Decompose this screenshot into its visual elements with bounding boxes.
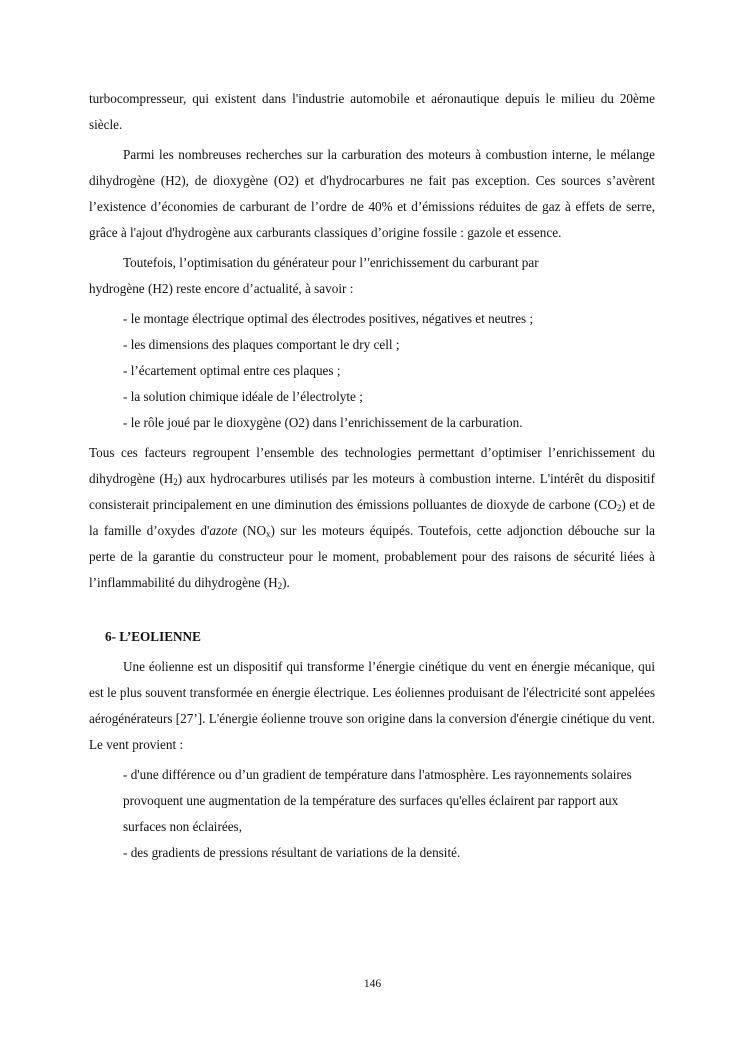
list-item: - les dimensions des plaques comportant le dry cell ; [123, 337, 400, 352]
list-item: - la solution chimique idéale de l’électrolyte ; [123, 389, 363, 404]
paragraph-5: Une éolienne est un dispositif qui transforme l’énergie cinétique du vent en énergie mécanique, qui est le plus souvent transformée en énergie électrique. Les éoliennes produisant de l'électricité sont appelées aérogénérateurs [27’]. L'énergie éolienne trouve son origine dans la conversion d'énergie cinétique du vent. Le vent provient : [89, 659, 655, 752]
list-item: - le rôle joué par le dioxygène (O2) dans l’enrichissement de la carburation. [123, 415, 523, 430]
optimisation-list [89, 306, 655, 436]
list-item: - d'une différence ou d’un gradient de température dans l'atmosphère. Les rayonnements solaires provoquent une augmentation de la température des surfaces qu'elles éclairent par rapport aux surfaces non éclairées, [123, 767, 632, 834]
list-item: - l’écartement optimal entre ces plaques ; [123, 363, 341, 378]
section-heading: 6- L’EOLIENNE [105, 629, 201, 644]
paragraph-2: Parmi les nombreuses recherches sur la carburation des moteurs à combustion interne, le mélange dihydrogène (H2), de dioxygène (O2) et d'hydrocarbures ne fait pas exception. Ces sources s’avèrent l’existence d’économies de carburant de l’ordre de 40% et d’émissions réduites de gaz à effets de serre, grâce à l'ajout d'hydrogène aux carburants classiques d’origine fossile : gazole et essence. [89, 147, 655, 240]
wind-origin-list [89, 762, 655, 866]
list-item: - le montage électrique optimal des électrodes positives, négatives et neutres ; [123, 311, 534, 326]
body-text [89, 86, 655, 866]
paragraph-1: turbocompresseur, qui existent dans l'industrie automobile et aéronautique depuis le milieu du 20ème siècle. [89, 91, 655, 132]
paragraph-3 [89, 250, 655, 302]
list-item: - des gradients de pressions résultant de variations de la densité. [123, 845, 461, 860]
paragraph-3-line-2: hydrogène (H2) reste encore d’actualité, à savoir : [89, 281, 354, 296]
page-number: 146 [363, 978, 382, 990]
paragraph-4: Tous ces facteurs regroupent l’ensemble des technologies permettant d’optimiser l’enrichissement du dihydrogène $(H_2)$ aux hydrocarbures utilisés par les moteurs à combustion interne. L'intérêt du dispositif consisterait principalement en une diminution des émissions polluantes de dioxyde de carbone $(CO_2)$ et de la famille d’oxydes d'azote $(NO_x)$ sur les moteurs équipés. Toutefois, cette adjonction débouche sur la perte de la garantie du constructeur pour le moment, probablement pour des raisons de sécurité liées à l’inflammabilité du dihydrogène $(H_2)$. [89, 445, 655, 591]
paragraph-3-line-1: Toutefois, l’optimisation du générateur pour l’'enrichissement du carburant par [123, 255, 539, 270]
